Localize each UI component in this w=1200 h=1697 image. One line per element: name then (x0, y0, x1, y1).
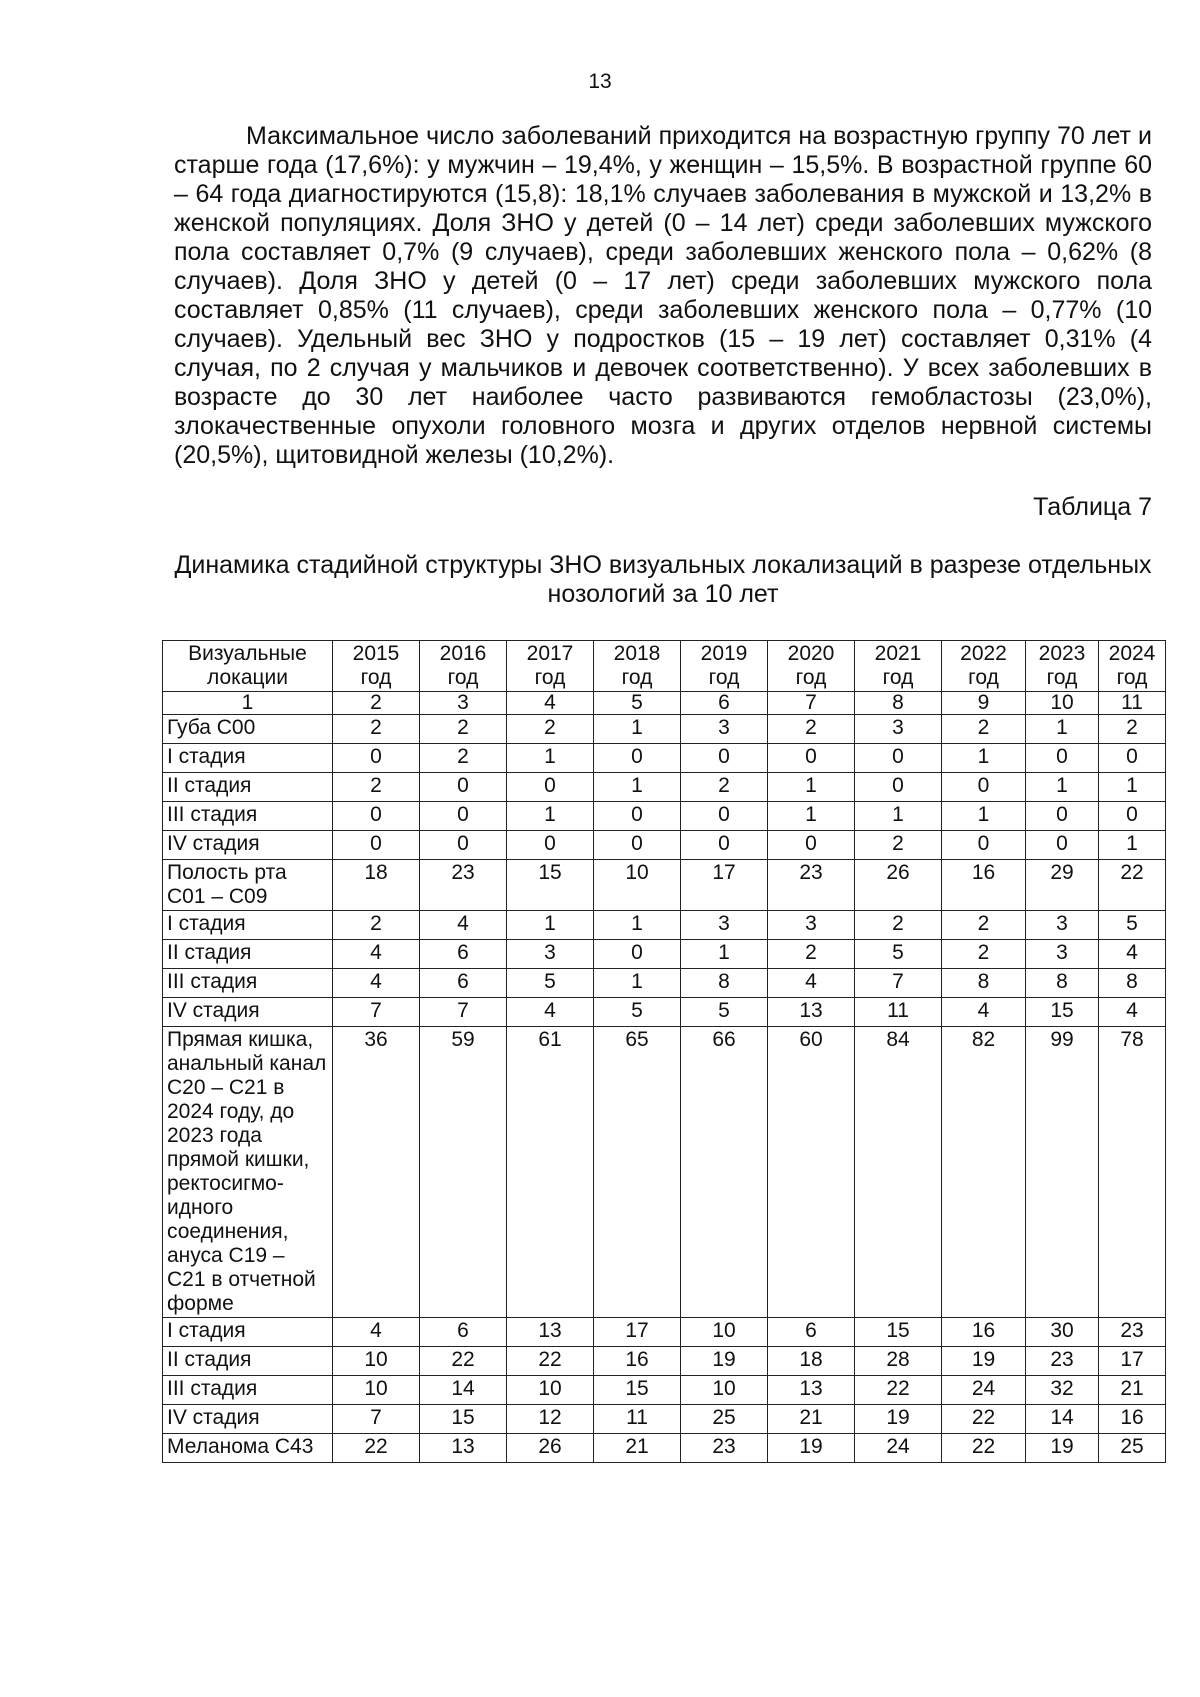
table-cell: 21 (1099, 1376, 1166, 1405)
table-cell: 7 (855, 969, 942, 998)
table-cell: 6 (420, 969, 507, 998)
row-label: I стадия (163, 744, 333, 773)
table-cell: 13 (768, 1376, 855, 1405)
table-cell: 2 (768, 715, 855, 744)
table-cell: 5 (594, 998, 681, 1027)
column-number: 2 (333, 692, 420, 715)
table-cell: 1 (1099, 831, 1166, 860)
row-label: III стадия (163, 802, 333, 831)
table-cell: 1 (1099, 773, 1166, 802)
table-cell: 12 (507, 1405, 594, 1434)
table-cell: 13 (507, 1318, 594, 1347)
table-cell: 18 (768, 1347, 855, 1376)
table-row (163, 744, 1166, 773)
table-cell: 1 (942, 744, 1026, 773)
row-label: I стадия (163, 911, 333, 940)
page-number: 13 (588, 70, 612, 93)
table-cell: 36 (333, 1027, 420, 1318)
table-cell: 13 (768, 998, 855, 1027)
row-label: IV стадия (163, 831, 333, 860)
table-cell: 2 (855, 911, 942, 940)
table-cell: 1 (768, 802, 855, 831)
table-cell: 17 (1099, 1347, 1166, 1376)
table-cell: 26 (507, 1434, 594, 1463)
table-cell: 23 (681, 1434, 768, 1463)
table-cell: 10 (681, 1318, 768, 1347)
table-cell: 4 (507, 998, 594, 1027)
table-cell: 0 (1026, 802, 1099, 831)
table-cell: 3 (1026, 911, 1099, 940)
table-cell: 8 (942, 969, 1026, 998)
header-localization: Визуальные локации (163, 641, 333, 692)
header-year: 2023 год (1026, 641, 1099, 692)
table-cell: 19 (855, 1405, 942, 1434)
table-cell: 10 (507, 1376, 594, 1405)
table-cell: 0 (333, 831, 420, 860)
table-row (163, 802, 1166, 831)
table-cell: 7 (333, 998, 420, 1027)
column-number: 4 (507, 692, 594, 715)
table-cell: 1 (594, 773, 681, 802)
table-cell: 60 (768, 1027, 855, 1318)
table-cell: 4 (333, 969, 420, 998)
table-cell: 0 (942, 831, 1026, 860)
table-cell: 0 (333, 744, 420, 773)
table-cell: 0 (420, 773, 507, 802)
table-cell: 23 (420, 860, 507, 911)
table-cell: 99 (1026, 1027, 1099, 1318)
table-cell: 0 (594, 802, 681, 831)
table-cell: 8 (681, 969, 768, 998)
table-cell: 18 (333, 860, 420, 911)
header-year: 2022 год (942, 641, 1026, 692)
table-cell: 0 (768, 831, 855, 860)
column-number: 10 (1026, 692, 1099, 715)
table-cell: 15 (855, 1318, 942, 1347)
table-row (163, 940, 1166, 969)
table-cell: 2 (420, 744, 507, 773)
table-cell: 11 (855, 998, 942, 1027)
header-year: 2016 год (420, 641, 507, 692)
table-cell: 19 (1026, 1434, 1099, 1463)
table-cell: 1 (681, 940, 768, 969)
table-cell: 0 (420, 831, 507, 860)
table-cell: 17 (681, 860, 768, 911)
table-cell: 2 (942, 940, 1026, 969)
table-cell: 16 (594, 1347, 681, 1376)
header-year: 2021 год (855, 641, 942, 692)
table-row (163, 1376, 1166, 1405)
table-label: Таблица 7 (1033, 493, 1152, 521)
table-cell: 7 (333, 1405, 420, 1434)
column-number-row (163, 692, 1166, 715)
table-cell: 10 (333, 1347, 420, 1376)
table-cell: 19 (942, 1347, 1026, 1376)
column-number: 7 (768, 692, 855, 715)
table-cell: 15 (1026, 998, 1099, 1027)
table-cell: 7 (420, 998, 507, 1027)
table-row (163, 1405, 1166, 1434)
table-cell: 0 (681, 744, 768, 773)
table-cell: 10 (594, 860, 681, 911)
table-cell: 22 (507, 1347, 594, 1376)
row-label: Прямая кишка, анальный канал С20 – С21 в 2024 году, до 2023 года прямой кишки, ректосигмо-идного соединения, ануса С19 – С21 в отчетной форме (163, 1027, 333, 1318)
table-cell: 1 (768, 773, 855, 802)
table-cell: 0 (942, 773, 1026, 802)
table-cell: 23 (1026, 1347, 1099, 1376)
table-cell: 1 (507, 802, 594, 831)
table-cell: 5 (1099, 911, 1166, 940)
table-cell: 1 (507, 744, 594, 773)
table-cell: 22 (1099, 860, 1166, 911)
table-cell: 5 (507, 969, 594, 998)
table-cell: 0 (594, 940, 681, 969)
table-cell: 15 (507, 860, 594, 911)
table-cell: 25 (1099, 1434, 1166, 1463)
table-cell: 2 (1099, 715, 1166, 744)
table-row (163, 860, 1166, 911)
row-label: II стадия (163, 940, 333, 969)
table-title: Динамика стадийной структуры ЗНО визуальных локализаций в разрезе отдельных нозологий за 10 лет (174, 551, 1152, 608)
table-cell: 22 (333, 1434, 420, 1463)
header-year: 2017 год (507, 641, 594, 692)
table-row (163, 715, 1166, 744)
row-label: III стадия (163, 1376, 333, 1405)
table-cell: 15 (594, 1376, 681, 1405)
table-cell: 59 (420, 1027, 507, 1318)
table-cell: 16 (942, 1318, 1026, 1347)
row-label: Полость рта С01 – С09 (163, 860, 333, 911)
table-row (163, 969, 1166, 998)
table-cell: 4 (1099, 998, 1166, 1027)
table-cell: 1 (594, 969, 681, 998)
table-cell: 4 (768, 969, 855, 998)
column-number: 3 (420, 692, 507, 715)
column-number: 5 (594, 692, 681, 715)
table-cell: 0 (507, 773, 594, 802)
table-cell: 3 (507, 940, 594, 969)
table-cell: 0 (1099, 744, 1166, 773)
table-cell: 8 (1026, 969, 1099, 998)
table-cell: 3 (768, 911, 855, 940)
table-cell: 84 (855, 1027, 942, 1318)
table-row (163, 773, 1166, 802)
table-cell: 2 (855, 831, 942, 860)
table-cell: 66 (681, 1027, 768, 1318)
table-body (163, 692, 1166, 1463)
table-cell: 24 (942, 1376, 1026, 1405)
table-cell: 21 (768, 1405, 855, 1434)
table-cell: 0 (768, 744, 855, 773)
table-cell: 0 (855, 773, 942, 802)
table-cell: 3 (855, 715, 942, 744)
table-cell: 1 (507, 911, 594, 940)
table-cell: 1 (942, 802, 1026, 831)
table-cell: 2 (333, 715, 420, 744)
table-cell: 1 (594, 715, 681, 744)
table-row (163, 1347, 1166, 1376)
table-cell: 22 (855, 1376, 942, 1405)
table-cell: 19 (768, 1434, 855, 1463)
row-label: IV стадия (163, 1405, 333, 1434)
table-cell: 65 (594, 1027, 681, 1318)
table-cell: 1 (1026, 773, 1099, 802)
table-cell: 16 (1099, 1405, 1166, 1434)
table-cell: 0 (594, 744, 681, 773)
table-cell: 21 (594, 1434, 681, 1463)
row-label: IV стадия (163, 998, 333, 1027)
table-cell: 2 (942, 715, 1026, 744)
table-cell: 1 (594, 911, 681, 940)
table-cell: 24 (855, 1434, 942, 1463)
row-label: III стадия (163, 969, 333, 998)
table-cell: 2 (507, 715, 594, 744)
table-cell: 6 (768, 1318, 855, 1347)
table-cell: 6 (420, 1318, 507, 1347)
table-cell: 0 (681, 831, 768, 860)
table-cell: 16 (942, 860, 1026, 911)
table-cell: 23 (1099, 1318, 1166, 1347)
table-row (163, 1434, 1166, 1463)
table-cell: 61 (507, 1027, 594, 1318)
table-cell: 4 (1099, 940, 1166, 969)
table-cell: 15 (420, 1405, 507, 1434)
table-cell: 13 (420, 1434, 507, 1463)
table-cell: 0 (420, 802, 507, 831)
table-cell: 10 (333, 1376, 420, 1405)
table-cell: 4 (942, 998, 1026, 1027)
header-year: 2019 год (681, 641, 768, 692)
table-cell: 30 (1026, 1318, 1099, 1347)
table-cell: 28 (855, 1347, 942, 1376)
table-cell: 1 (1026, 715, 1099, 744)
header-year: 2015 год (333, 641, 420, 692)
table-cell: 25 (681, 1405, 768, 1434)
table-cell: 23 (768, 860, 855, 911)
table-cell: 78 (1099, 1027, 1166, 1318)
table-cell: 22 (420, 1347, 507, 1376)
table-cell: 22 (942, 1434, 1026, 1463)
table-cell: 5 (855, 940, 942, 969)
table-cell: 0 (855, 744, 942, 773)
table-cell: 0 (507, 831, 594, 860)
table-cell: 29 (1026, 860, 1099, 911)
header-year: 2024 год (1099, 641, 1166, 692)
table-cell: 2 (333, 911, 420, 940)
table-cell: 3 (1026, 940, 1099, 969)
header-year: 2020 год (768, 641, 855, 692)
table-cell: 0 (681, 802, 768, 831)
table-cell: 14 (420, 1376, 507, 1405)
column-number: 8 (855, 692, 942, 715)
header-year: 2018 год (594, 641, 681, 692)
column-number: 11 (1099, 692, 1166, 715)
table-cell: 4 (420, 911, 507, 940)
table-cell: 6 (420, 940, 507, 969)
table-cell: 32 (1026, 1376, 1099, 1405)
table-cell: 3 (681, 715, 768, 744)
table-cell: 4 (333, 1318, 420, 1347)
table-row (163, 1027, 1166, 1318)
table-cell: 2 (420, 715, 507, 744)
table-header-row (163, 641, 1166, 692)
table-cell: 2 (768, 940, 855, 969)
table-cell: 0 (1026, 831, 1099, 860)
table-cell: 22 (942, 1405, 1026, 1434)
table-cell: 17 (594, 1318, 681, 1347)
table-cell: 4 (333, 940, 420, 969)
table-cell: 2 (333, 773, 420, 802)
table-cell: 2 (942, 911, 1026, 940)
table-cell: 26 (855, 860, 942, 911)
row-label: Губа С00 (163, 715, 333, 744)
body-paragraph: Максимальное число заболеваний приходится на возрастную группу 70 лет и старше года (17,6%): у мужчин – 19,4%, у женщин – 15,5%. В возрастной группе 60 – 64 года диагностируются (15,8): 18,1% случаев заболевания в мужской и 13,2% в женской популяциях. Доля ЗНО у детей (0 – 14 лет) среди заболевших мужского пола составляет 0,7% (9 случаев), среди заболевших женского пола – 0,62% (8 случаев). Доля ЗНО у детей (0 – 17 лет) среди заболевших мужского пола составляет 0,85% (11 случаев), среди заболевших женского пола – 0,77% (10 случаев). Удельный вес ЗНО у подростков (15 – 19 лет) составляет 0,31% (4 случая, по 2 случая у мальчиков и девочек соответственно). У всех заболевших в возрасте до 30 лет наиболее часто развиваются гемобластозы (23,0%), злокачественные опухоли головного мозга и других отделов нервной системы (20,5%), щитовидной железы (10,2%). (174, 122, 1152, 469)
table-cell: 0 (594, 831, 681, 860)
column-number: 9 (942, 692, 1026, 715)
table-cell: 11 (594, 1405, 681, 1434)
table-cell: 19 (681, 1347, 768, 1376)
column-number: 6 (681, 692, 768, 715)
table-cell: 14 (1026, 1405, 1099, 1434)
table-row (163, 998, 1166, 1027)
table-cell: 10 (681, 1376, 768, 1405)
table-cell: 2 (681, 773, 768, 802)
table-cell: 1 (855, 802, 942, 831)
row-label: II стадия (163, 773, 333, 802)
row-label: I стадия (163, 1318, 333, 1347)
stage-structure-table (162, 640, 1166, 1463)
column-number: 1 (163, 692, 333, 715)
row-label: II стадия (163, 1347, 333, 1376)
table-cell: 0 (1099, 802, 1166, 831)
table-cell: 82 (942, 1027, 1026, 1318)
table-row (163, 1318, 1166, 1347)
table-cell: 0 (333, 802, 420, 831)
table-cell: 8 (1099, 969, 1166, 998)
row-label: Меланома С43 (163, 1434, 333, 1463)
table-row (163, 831, 1166, 860)
table-cell: 3 (681, 911, 768, 940)
table-cell: 5 (681, 998, 768, 1027)
table-cell: 0 (1026, 744, 1099, 773)
table-row (163, 911, 1166, 940)
